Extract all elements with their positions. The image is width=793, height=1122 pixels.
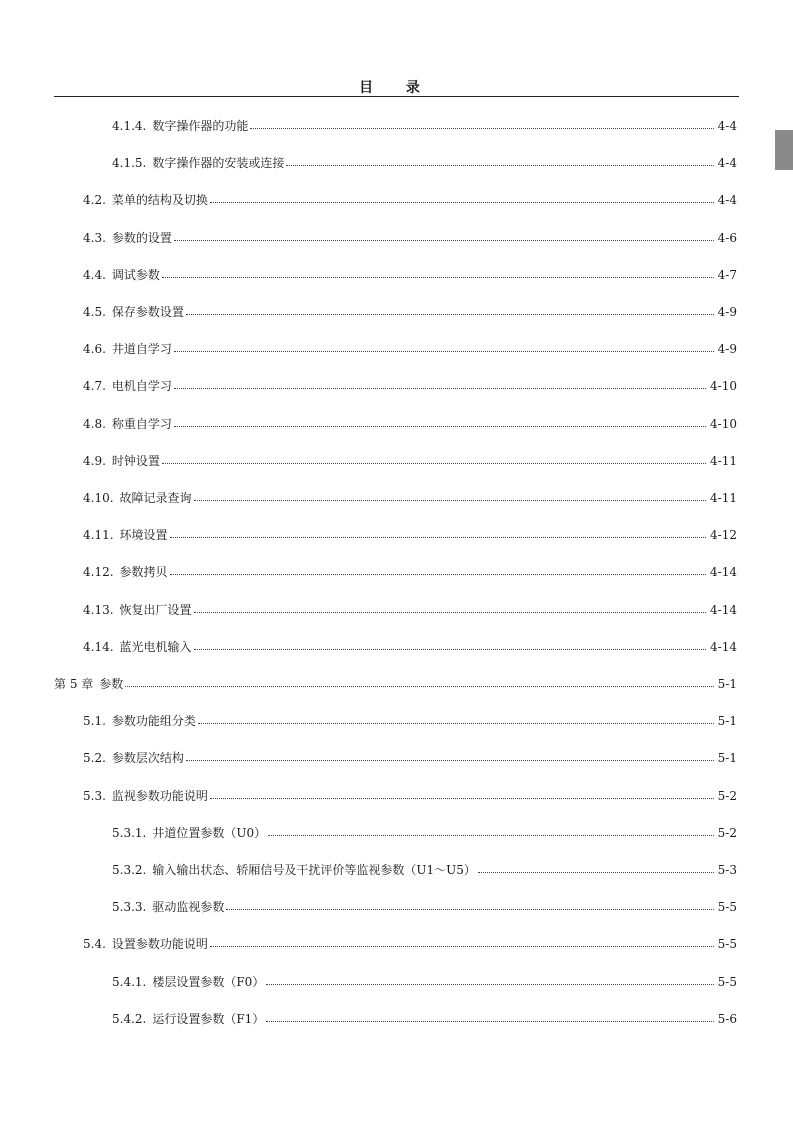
toc-entry-title: 参数层次结构 [111,751,184,765]
toc-leader-dots [162,453,706,464]
toc-entry[interactable] [112,155,737,171]
toc-entry-title: 电机自学习 [111,379,172,393]
toc-leader-dots [210,788,714,799]
toc-leader-dots [266,974,713,985]
toc-entry-title: 时钟设置 [111,454,160,468]
toc-entry-number: 5.3.3. [112,900,147,914]
toc-entry-number: 5.3.2. [112,863,147,877]
toc-entry-number: 5.4.1. [112,975,147,989]
toc-entry-number: 4.14. [83,640,114,654]
toc-entry-page: 4-14 [710,640,737,654]
toc-leader-dots [226,899,713,910]
toc-entry-page: 4-10 [710,379,737,393]
toc-entry-page: 5-6 [717,1012,737,1026]
toc-leader-dots [170,527,706,538]
toc-entry-title: 数字操作器的功能 [152,119,249,133]
toc-leader-dots [174,230,714,241]
toc-leader-dots [125,676,713,687]
toc-entry-title: 监视参数功能说明 [111,789,208,803]
toc-entry-number: 4.4. [83,268,106,282]
toc-entry-title: 参数功能组分类 [111,714,196,728]
toc-entry[interactable] [83,267,737,283]
toc-entry-page: 4-9 [717,342,737,356]
toc-leader-dots [194,490,706,501]
toc-leader-dots [210,192,714,203]
toc-entry[interactable] [112,825,737,841]
toc-leader-dots [250,118,713,129]
toc-entry-number: 4.1.4. [112,119,147,133]
toc-leader-dots [170,564,706,575]
toc-entry-number: 5.4.2. [112,1012,147,1026]
toc-entry[interactable] [83,378,737,394]
toc-entry-title: 运行设置参数（F1） [152,1012,265,1026]
toc-entry[interactable] [83,713,737,729]
toc-entry[interactable] [83,788,737,804]
toc-entry-page: 5-3 [717,863,737,877]
toc-entry[interactable] [112,974,737,990]
toc-entry-page: 4-6 [717,231,737,245]
toc-entry[interactable] [83,304,737,320]
toc-entry[interactable] [83,602,737,618]
toc-entry-number: 5.2. [83,751,106,765]
toc-entry-page: 4-14 [710,565,737,579]
toc-entry-number: 4.6. [83,342,106,356]
toc-entry-page: 5-5 [717,937,737,951]
toc-entry-page: 5-1 [717,751,737,765]
toc-entry-title: 设置参数功能说明 [111,937,208,951]
toc-entry-number: 5.1. [83,714,106,728]
toc-entry-title: 恢复出厂设置 [119,603,192,617]
toc-leader-dots [478,862,714,873]
toc-entry-page: 4-7 [717,268,737,282]
toc-entry-number: 4.1.5. [112,156,147,170]
toc-entry[interactable] [112,899,737,915]
toc-entry-page: 4-4 [717,119,737,133]
toc-entry[interactable] [83,192,737,208]
toc-entry-title: 数字操作器的安装或连接 [152,156,285,170]
toc-leader-dots [266,1011,713,1022]
toc-entry-number: 4.8. [83,417,106,431]
toc-leader-dots [268,825,714,836]
toc-entry-page: 5-2 [717,789,737,803]
toc-entry-number: 4.2. [83,193,106,207]
toc-entry[interactable] [112,1011,737,1027]
toc-entry[interactable] [83,639,737,655]
toc-entry-number: 5.3.1. [112,826,147,840]
toc-entry-page: 5-2 [717,826,737,840]
toc-entry-number: 第 5 章 [54,677,94,691]
toc-entry-number: 4.5. [83,305,106,319]
header-divider [54,96,739,97]
chapter-side-tab [775,130,793,170]
toc-entry[interactable] [83,750,737,766]
toc-entry-page: 5-5 [717,900,737,914]
toc-entry-page: 4-12 [710,528,737,542]
toc-entry-title: 调试参数 [111,268,160,282]
toc-entry[interactable] [83,936,737,952]
toc-leader-dots [174,416,706,427]
toc-entry[interactable] [83,341,737,357]
toc-leader-dots [286,155,713,166]
toc-entry-title: 环境设置 [119,528,168,542]
toc-entry-page: 5-5 [717,975,737,989]
toc-entry[interactable] [83,453,737,469]
toc-entry-number: 4.11. [83,528,114,542]
page-title: 目 录 [359,80,434,96]
toc-entry-page: 5-1 [717,714,737,728]
toc-leader-dots [162,267,714,278]
toc-entry-title: 输入输出状态、轿厢信号及干扰评价等监视参数（U1～U5） [152,863,476,877]
toc-entry-number: 4.7. [83,379,106,393]
toc-entry-title: 井道位置参数（U0） [152,826,267,840]
toc-leader-dots [174,341,714,352]
toc-entry-title: 称重自学习 [111,417,172,431]
toc-entry-page: 4-11 [710,491,737,505]
toc-entry-title: 参数的设置 [111,231,172,245]
toc-entry-number: 5.3. [83,789,106,803]
toc-leader-dots [186,750,714,761]
toc-entry-number: 4.9. [83,454,106,468]
toc-entry[interactable] [112,118,737,134]
toc-leader-dots [174,378,706,389]
toc-entry-page: 4-9 [717,305,737,319]
toc-entry-page: 4-4 [717,193,737,207]
toc-entry[interactable] [83,527,737,543]
toc-entry-title: 蓝光电机输入 [119,640,192,654]
toc-entry[interactable] [83,230,737,246]
toc-entry[interactable] [83,416,737,432]
toc-leader-dots [210,936,714,947]
toc-entry-number: 4.12. [83,565,114,579]
toc-entry-title: 故障记录查询 [119,491,192,505]
toc-entry-title: 保存参数设置 [111,305,184,319]
toc-entry-page: 4-14 [710,603,737,617]
toc-leader-dots [198,713,714,724]
toc-entry-title: 参数拷贝 [119,565,168,579]
toc-entry-page: 5-1 [717,677,737,691]
toc-entry-number: 5.4. [83,937,106,951]
toc-entry-title: 楼层设置参数（F0） [152,975,265,989]
toc-entry-number: 4.13. [83,603,114,617]
toc-leader-dots [186,304,714,315]
toc-entry-number: 4.10. [83,491,114,505]
toc-entry-number: 4.3. [83,231,106,245]
toc-leader-dots [194,602,706,613]
toc-entry-page: 4-10 [710,417,737,431]
toc-entry[interactable] [83,490,737,506]
toc-entry-title: 菜单的结构及切换 [111,193,208,207]
toc-entry[interactable] [83,564,737,580]
toc-entry[interactable] [112,862,737,878]
toc-entry-title: 参数 [99,677,124,691]
toc-entry-title: 井道自学习 [111,342,172,356]
toc-entry-page: 4-11 [710,454,737,468]
toc-entry-page: 4-4 [717,156,737,170]
toc-entry-title: 驱动监视参数 [152,900,225,914]
toc-leader-dots [194,639,706,650]
toc-entry[interactable] [54,676,737,692]
